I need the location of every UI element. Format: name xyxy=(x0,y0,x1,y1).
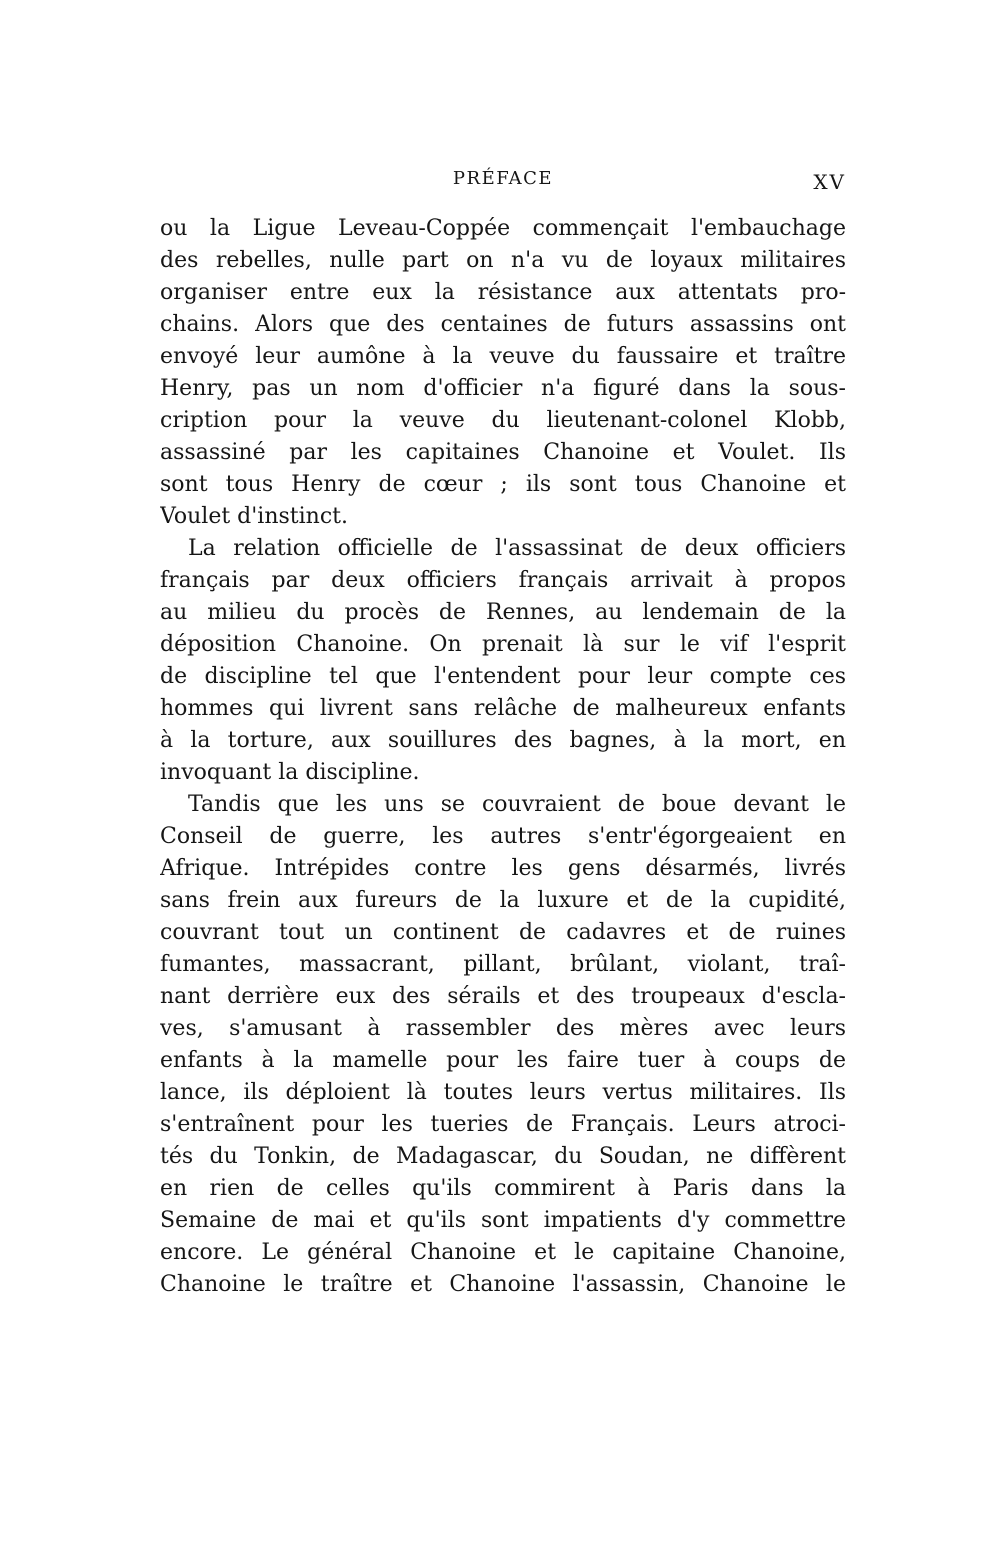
text-line: français par deux officiers français arrivait à propos xyxy=(160,568,846,593)
running-head xyxy=(160,168,846,198)
text-line: Chanoine le traître et Chanoine l'assassin, Chanoine le xyxy=(160,1272,846,1297)
text-line: Semaine de mai et qu'ils sont impatients d'y commettre xyxy=(160,1208,846,1233)
paragraph-3 xyxy=(160,789,846,1301)
text-line: La relation officielle de l'assassinat de deux officiers xyxy=(188,536,846,561)
text-line: Voulet d'instinct. xyxy=(160,504,348,529)
text-line: encore. Le général Chanoine et le capitaine Chanoine, xyxy=(160,1240,846,1265)
text-line: des rebelles, nulle part on n'a vu de loyaux militaires xyxy=(160,248,846,273)
text-line: Henry, pas un nom d'officier n'a figuré dans la sous- xyxy=(160,376,846,401)
text-line: hommes qui livrent sans relâche de malheureux enfants xyxy=(160,696,846,721)
text-line: nant derrière eux des sérails et des troupeaux d'escla- xyxy=(160,984,846,1009)
text-line: Afrique. Intrépides contre les gens désarmés, livrés xyxy=(160,856,846,881)
body-text xyxy=(160,213,846,1301)
page-number: XV xyxy=(813,170,846,194)
paragraph-1 xyxy=(160,213,846,533)
text-line: fumantes, massacrant, pillant, brûlant, violant, traî- xyxy=(160,952,846,977)
text-line: déposition Chanoine. On prenait là sur le vif l'esprit xyxy=(160,632,846,657)
text-line: tés du Tonkin, de Madagascar, du Soudan, ne diffèrent xyxy=(160,1144,846,1169)
text-line: ou la Ligue Leveau-Coppée commençait l'embauchage xyxy=(160,216,846,241)
text-line: de discipline tel que l'entendent pour leur compte ces xyxy=(160,664,846,689)
text-line: Conseil de guerre, les autres s'entr'égorgeaient en xyxy=(160,824,846,849)
text-line: Tandis que les uns se couvraient de boue devant le xyxy=(188,792,846,817)
text-line: invoquant la discipline. xyxy=(160,760,420,785)
paragraph-2 xyxy=(160,533,846,789)
text-line: chains. Alors que des centaines de futurs assassins ont xyxy=(160,312,846,337)
text-line: à la torture, aux souillures des bagnes, à la mort, en xyxy=(160,728,846,753)
running-title: PRÉFACE xyxy=(452,168,554,189)
text-line: organiser entre eux la résistance aux attentats pro- xyxy=(160,280,846,305)
text-line: envoyé leur aumône à la veuve du faussaire et traître xyxy=(160,344,846,369)
text-line: assassiné par les capitaines Chanoine et Voulet. Ils xyxy=(160,440,846,465)
text-line: enfants à la mamelle pour les faire tuer à coups de xyxy=(160,1048,846,1073)
text-line: s'entraînent pour les tueries de Français. Leurs atroci- xyxy=(160,1112,846,1137)
text-line: cription pour la veuve du lieutenant-colonel Klobb, xyxy=(160,408,846,433)
text-line: lance, ils déploient là toutes leurs vertus militaires. Ils xyxy=(160,1080,846,1105)
text-line: en rien de celles qu'ils commirent à Paris dans la xyxy=(160,1176,846,1201)
text-line: sans frein aux fureurs de la luxure et de la cupidité, xyxy=(160,888,846,913)
text-line: au milieu du procès de Rennes, au lendemain de la xyxy=(160,600,846,625)
text-line: couvrant tout un continent de cadavres et de ruines xyxy=(160,920,846,945)
text-line: sont tous Henry de cœur ; ils sont tous Chanoine et xyxy=(160,472,846,497)
text-line: ves, s'amusant à rassembler des mères avec leurs xyxy=(160,1016,846,1041)
